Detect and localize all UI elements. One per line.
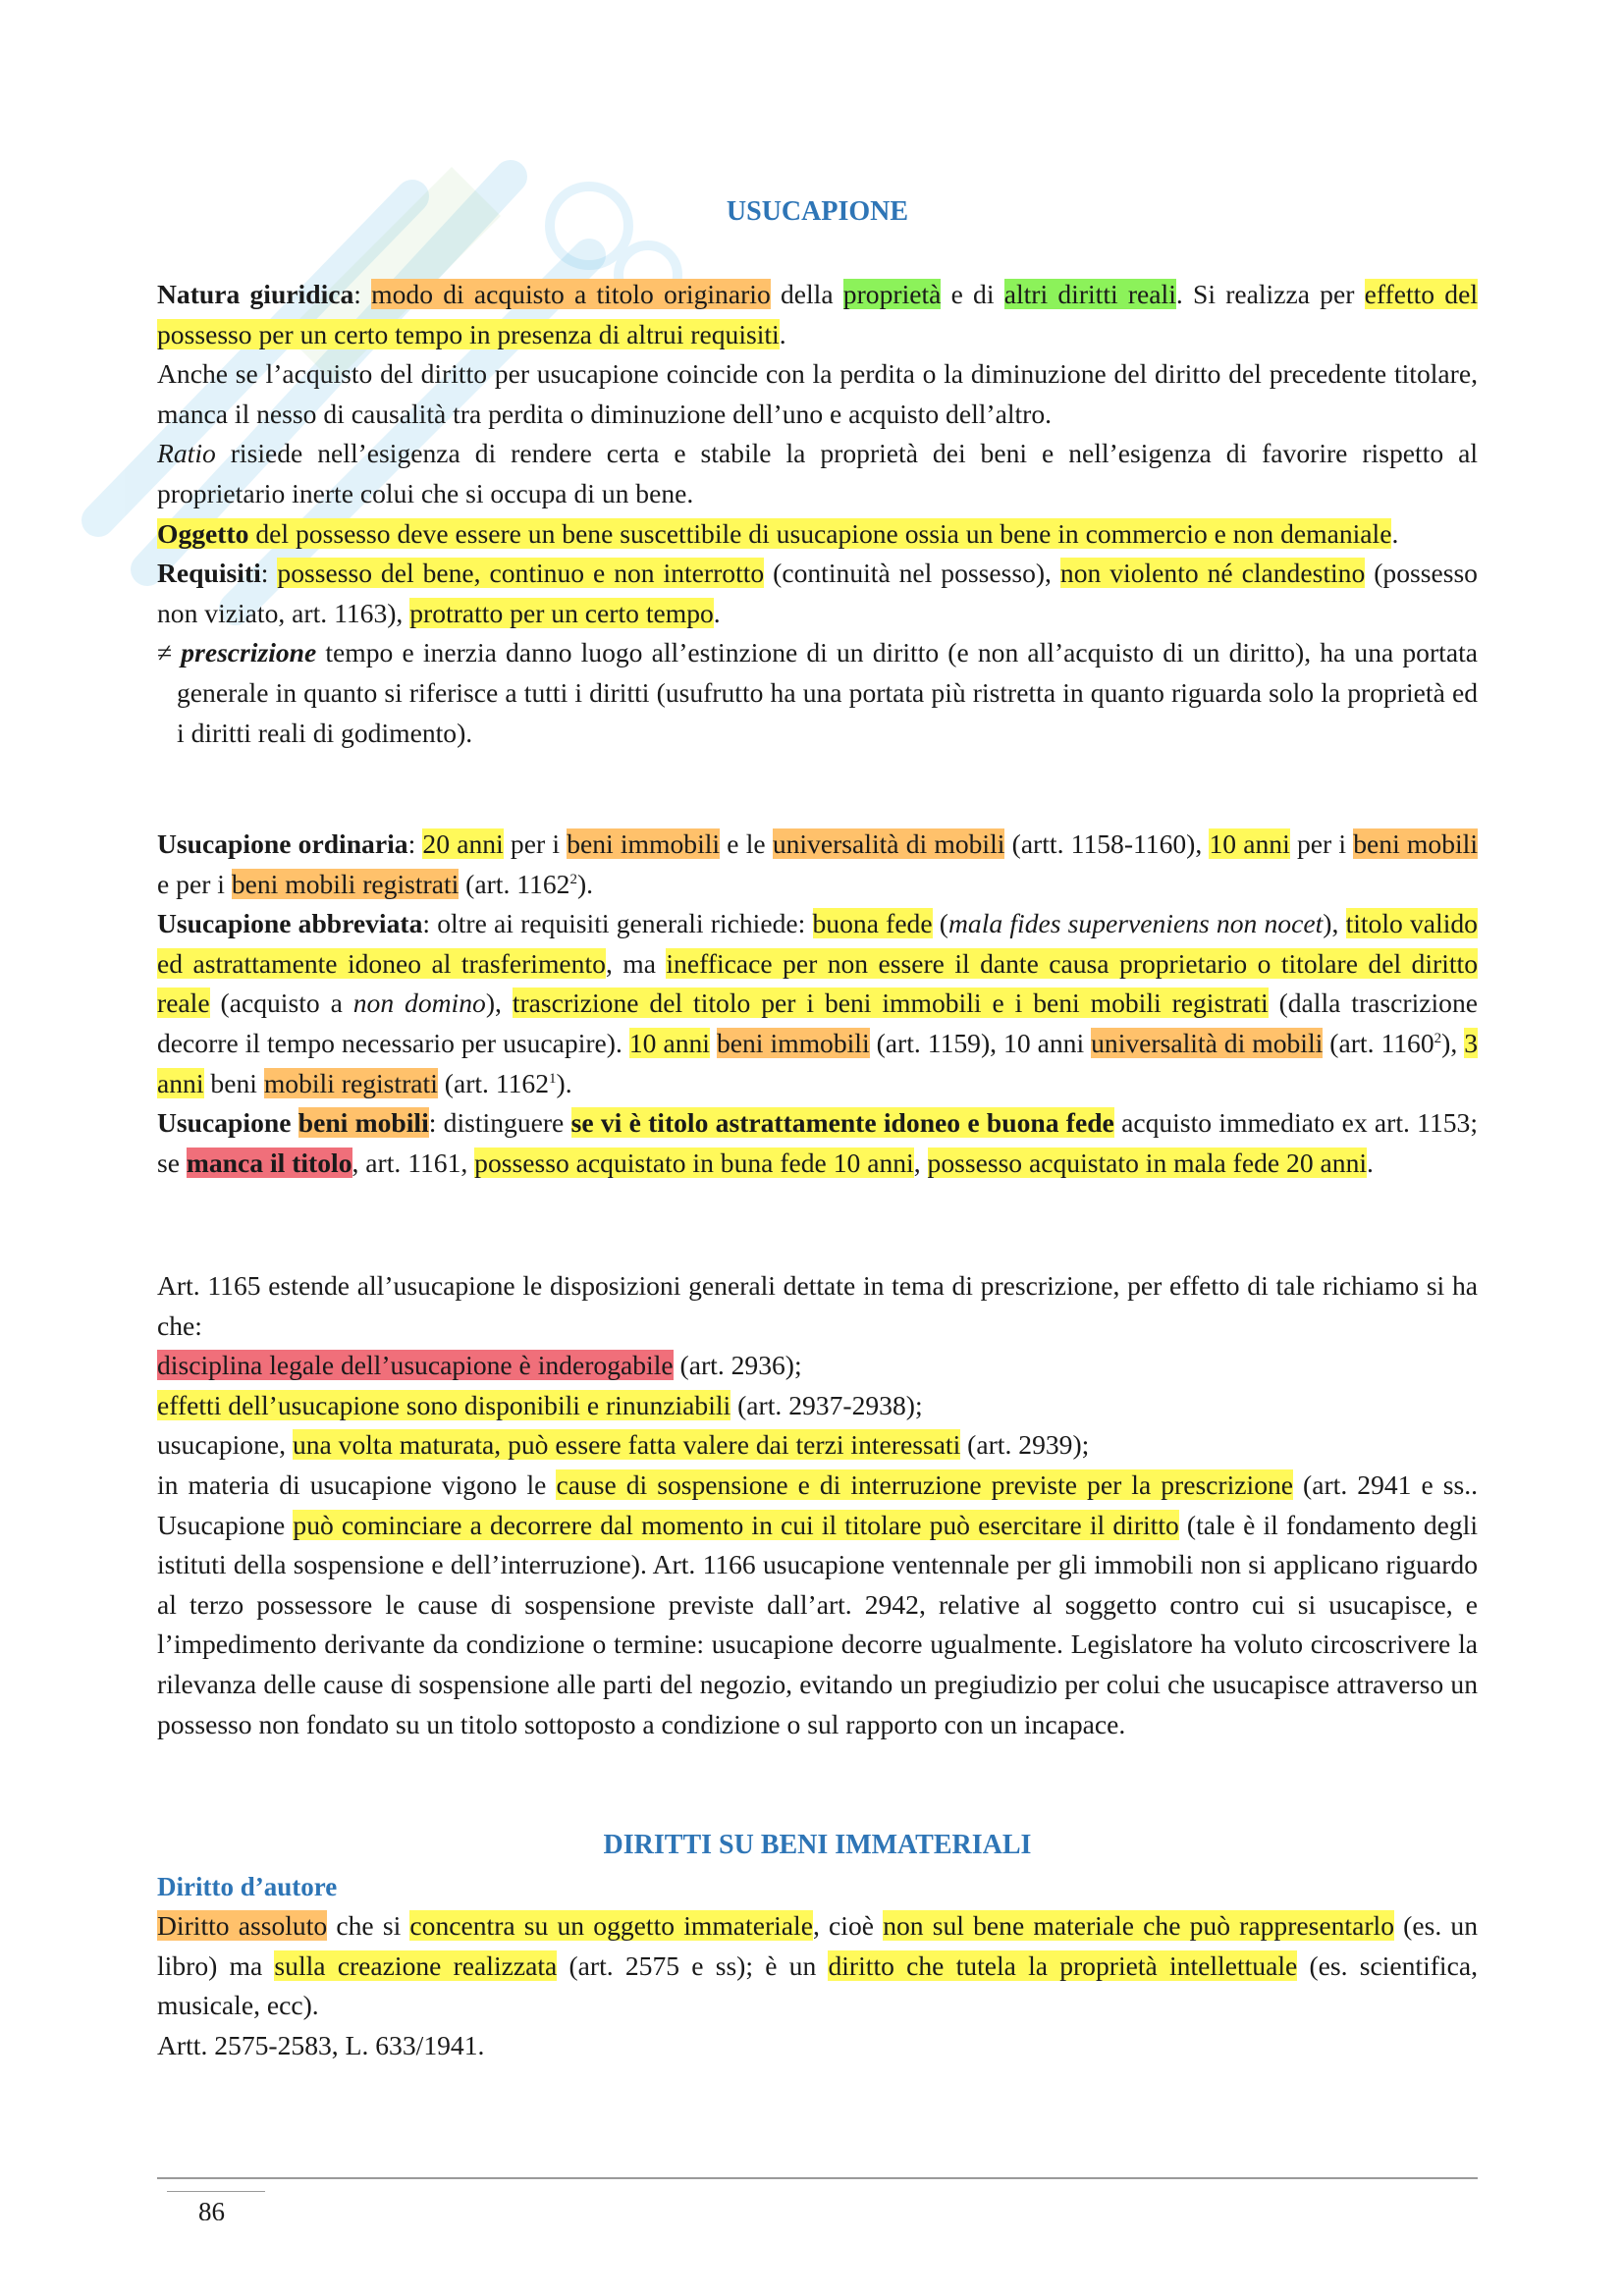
requisiti-paragraph: Requisiti: possesso del bene, continuo e non interrotto (continuità nel possesso), non violento né clandestino (possesso non viziato, art. 1163), protratto per un certo tempo. <box>157 558 1478 628</box>
art1165-item-3: usucapione, una volta maturata, può essere fatta valere dai terzi interessati (art. 2939); <box>157 1429 1090 1461</box>
ordinaria-paragraph: Usucapione ordinaria: 20 anni per i beni immobili e le universalità di mobili (artt. 1158-1160), 10 anni per i beni mobili e per i beni mobili registrati (art. 1162$^2$). <box>157 828 1478 899</box>
page-number-area <box>157 2191 265 2220</box>
natura-paragraph: Natura giuridica: modo di acquisto a titolo originario della proprietà e di altri diritti reali. Si realizza per effetto del possesso per un certo tempo in presenza di altrui requisiti. <box>157 279 1479 349</box>
footer-divider <box>157 2177 1478 2179</box>
art1165-item-2: effetti dell’usucapione sono disponibili e rinunziabili (art. 2937-2938); <box>157 1389 923 1420</box>
page-number: 86 <box>198 2197 225 2220</box>
diritto-autore-heading: Diritto d’autore <box>157 1872 338 1901</box>
page-number-line <box>167 2191 265 2192</box>
autore-paragraph: Diritto assoluto che si concentra su un oggetto immateriale, cioè non sul bene materiale che può rappresentarlo (es. un libro) ma sulla creazione realizzata (art. 2575 e ss); è un diritto che tutela la proprietà intellettuale (es. scientifica, musicale, ecc). <box>157 1910 1479 2021</box>
usucapione-body <box>157 275 1478 753</box>
ratio-paragraph: Ratio risiede nell’esigenza di rendere certa e stabile la proprietà dei beni e nell’esigenza di favorire rispetto al proprietario inerte colui che si occupa di un bene. <box>157 438 1478 508</box>
mobili-paragraph: Usucapione beni mobili: distinguere se vi è titolo astrattamente idoneo e buona fede acquisto immediato ex art. 1153; se manca il titolo, art. 1161, possesso acquistato in buna fede 10 anni, possesso acquistato in mala fede 20 anni. <box>157 1107 1479 1178</box>
art1165-item-1: disciplina legale dell’usucapione è inderogabile (art. 2936); <box>157 1350 802 1381</box>
art1165-block <box>157 1266 1478 1744</box>
oggetto-paragraph: Oggetto del possesso deve essere un bene suscettibile di usucapione ossia un bene in commercio e non demaniale. <box>157 517 1399 549</box>
prescrizione-paragraph: ≠ prescrizione tempo e inerzia danno luogo all’estinzione di un diritto (e non all’acquisto di un diritto), ha una portata generale in quanto si riferisce a tutti i diritti (usufrutto ha una portata più ristretta in quanto riguarda solo la proprietà ed i diritti reali di godimento). <box>157 637 1478 748</box>
anche-paragraph: Anche se l’acquisto del diritto per usucapione coincide con la perdita o la diminuzione del diritto del precedente titolare, manca il nesso di causalità tra perdita o diminuzione dell’uno e acquisto dell’altro. <box>157 358 1478 429</box>
art1165-item-4: in materia di usucapione vigono le cause di sospensione e di interruzione previste per la prescrizione (art. 2941 e ss.. Usucapione può cominciare a decorrere dal momento in cui il titolare può esercitare il diritto (tale è il fondamento degli istituti della sospensione e dell’interruzione). Art. 1166 usucapione ventennale per gli immobili non si applicano riguardo al terzo possessore le cause di sospensione previste dall’art. 2942, relative al soggetto contro cui si usucapisce, e l’impedimento derivante da condizione o termine: usucapione decorre ugualmente. Legislatore ha voluto circoscrivere la rilevanza delle cause di sospensione alle parti del negozio, evitando un pregiudizio per colui che usucapisce attraverso un possesso non fondato su un titolo sottoposto a condizione o sul rapporto con un incapace. <box>157 1468 1479 1739</box>
page-title: USUCAPIONE <box>726 196 909 227</box>
diritto-autore-body <box>157 1906 1478 2065</box>
abbreviata-paragraph: Usucapione abbreviata: oltre ai requisiti generali richiede: buona fede (mala fides superveniens non nocet), titolo valido ed astrattamente idoneo al trasferimento, ma inefficace per non essere il dante causa proprietario o titolare del diritto reale (acquisto a non domino), trascrizione del titolo per i beni immobili e i beni mobili registrati (dalla trascrizione decorre il tempo necessario per usucapire). 10 anni beni immobili (art. 1159), 10 anni universalità di mobili (art. 1160$^2$), 3 anni beni mobili registrati (art. 1162$^1$). <box>157 908 1479 1098</box>
section-title-beni-immateriali: DIRITTI SU BENI IMMATERIALI <box>603 1830 1032 1860</box>
art1165-intro: Art. 1165 estende all’usucapione le disposizioni generali dettate in tema di prescrizione, per effetto di tale richiamo si ha che: <box>157 1270 1478 1341</box>
usucapione-types <box>157 825 1478 1183</box>
autore-artt: Artt. 2575-2583, L. 633/1941. <box>157 2029 485 2060</box>
